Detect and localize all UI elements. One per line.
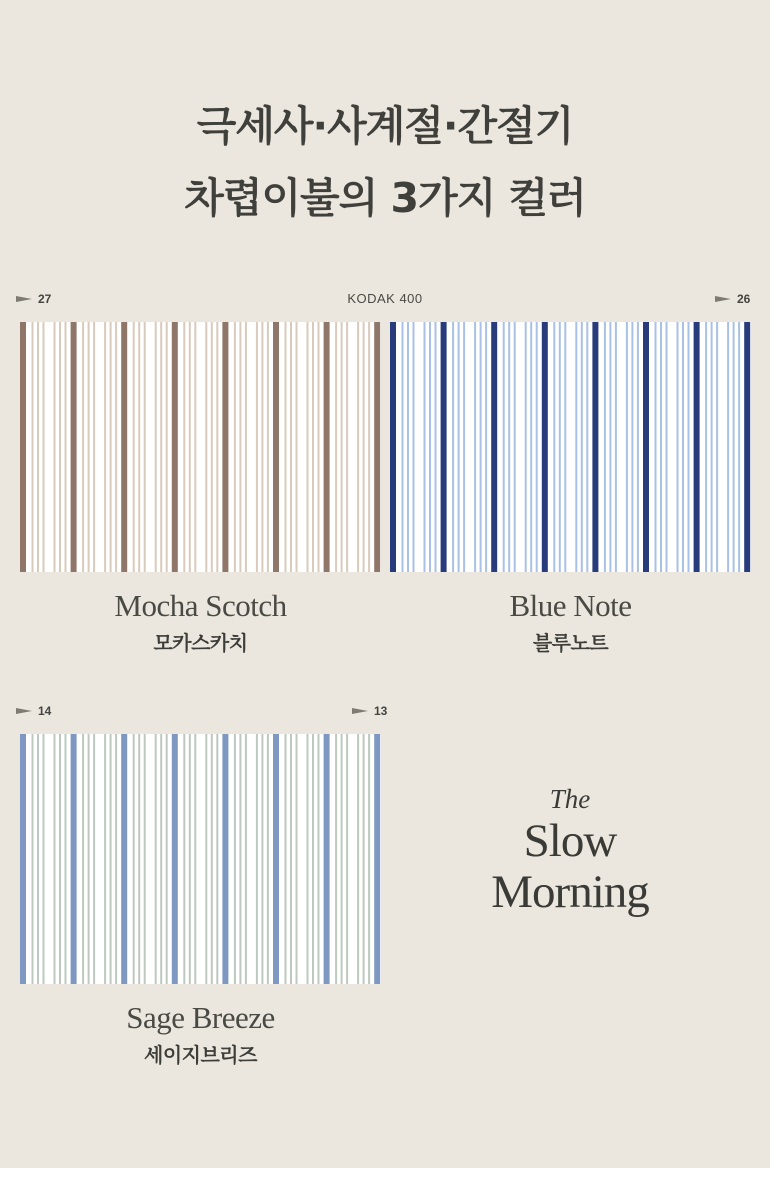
stripe-thin: [144, 322, 146, 572]
stripe-thin: [285, 734, 287, 984]
stripe-thin: [65, 734, 67, 984]
brand-logo-slow: Slow: [523, 815, 617, 867]
stripe-thin: [32, 734, 34, 984]
stripe-thin: [727, 322, 729, 572]
stripe-thin: [110, 322, 112, 572]
stripe-thin: [368, 734, 370, 984]
stripe-bold: [222, 734, 228, 984]
stripe-bold: [71, 322, 77, 572]
stripe-bold: [374, 322, 380, 572]
brand-logo-morning: Morning: [491, 866, 649, 918]
stripe-thin: [503, 322, 505, 572]
stripe-thin: [485, 322, 487, 572]
stripe-thin: [205, 734, 207, 984]
stripe-thin: [363, 322, 365, 572]
stripe-thin: [290, 734, 292, 984]
stripe-thin: [205, 322, 207, 572]
stripe-thin: [155, 322, 157, 572]
stripe-thin: [194, 322, 196, 572]
frame-number: 14: [38, 704, 52, 718]
stripe-bold: [441, 322, 447, 572]
brand-logo: [450, 782, 690, 918]
stripe-thin: [514, 322, 516, 572]
stripe-thin: [424, 322, 426, 572]
stripe-bold: [694, 322, 700, 572]
stripe-bold: [172, 322, 178, 572]
film-frame-arrow-icon: [352, 708, 368, 714]
swatch-name-en: Mocha Scotch: [114, 588, 287, 623]
stripe-thin: [82, 734, 84, 984]
stripe-thin: [166, 322, 168, 572]
stripe-thin: [216, 322, 218, 572]
stripe-thin: [346, 322, 348, 572]
stripe-thin: [677, 322, 679, 572]
stripe-bold: [20, 734, 26, 984]
frame-number: 27: [38, 292, 52, 306]
stripe-thin: [711, 322, 713, 572]
swatch-sage-breeze: [20, 734, 381, 984]
stripe-thin: [37, 322, 39, 572]
stripe-bold: [273, 734, 279, 984]
stripe-thin: [637, 322, 639, 572]
stripe-thin: [133, 734, 135, 984]
stripe-thin: [104, 734, 106, 984]
stripe-bold: [20, 322, 26, 572]
stripe-thin: [575, 322, 577, 572]
stripe-thin: [458, 322, 460, 572]
stripe-thin: [318, 322, 320, 572]
stripe-thin: [82, 322, 84, 572]
stripe-thin: [256, 322, 258, 572]
stripe-bold: [744, 322, 750, 572]
stripe-thin: [183, 322, 185, 572]
frame-marker-13: [352, 704, 387, 718]
stripe-thin: [312, 322, 314, 572]
stripe-thin: [239, 734, 241, 984]
stripe-bold: [324, 322, 330, 572]
stripe-bold: [222, 322, 228, 572]
stripe-bold: [374, 734, 380, 984]
stripe-thin: [256, 734, 258, 984]
stripe-thin: [435, 322, 437, 572]
stripe-thin: [160, 322, 162, 572]
stripe-thin: [341, 322, 343, 572]
swatch-blue-note: [390, 322, 751, 572]
stripe-thin: [245, 322, 247, 572]
frame-marker-26: [715, 292, 750, 306]
stripe-thin: [166, 734, 168, 984]
stripe-thin: [88, 734, 90, 984]
headline: [0, 90, 770, 234]
stripe-thin: [245, 734, 247, 984]
stripe-thin: [115, 322, 117, 572]
headline-line-2: 차렵이불의 3가지 컬러: [184, 174, 586, 222]
stripe-bold: [121, 322, 127, 572]
stripe-thin: [604, 322, 606, 572]
stripe-thin: [666, 322, 668, 572]
stripe-thin: [261, 322, 263, 572]
stripe-thin: [211, 734, 213, 984]
stripe-thin: [211, 322, 213, 572]
stripe-thin: [234, 734, 236, 984]
film-frame-arrow-icon: [16, 708, 32, 714]
stripe-thin: [586, 322, 588, 572]
stripe-thin: [93, 322, 95, 572]
frame-number: 26: [737, 292, 751, 306]
stripe-bold: [273, 322, 279, 572]
stripe-thin: [341, 734, 343, 984]
stripe-bold: [71, 734, 77, 984]
stripe-thin: [688, 322, 690, 572]
stripe-thin: [43, 734, 45, 984]
stripe-thin: [581, 322, 583, 572]
swatch-name-ko: 모카스카치: [153, 631, 248, 655]
stripe-bold: [542, 322, 548, 572]
stripe-thin: [138, 322, 140, 572]
stripe-thin: [363, 734, 365, 984]
swatch-mocha-scotch: [20, 322, 381, 572]
stripe-thin: [239, 322, 241, 572]
frame-number: 13: [374, 704, 388, 718]
stripe-thin: [655, 322, 657, 572]
stripe-thin: [93, 734, 95, 984]
stripe-thin: [609, 322, 611, 572]
stripe-thin: [463, 322, 465, 572]
stripe-thin: [508, 322, 510, 572]
stripe-thin: [110, 734, 112, 984]
stripe-thin: [682, 322, 684, 572]
stripe-thin: [54, 734, 56, 984]
stripe-thin: [261, 734, 263, 984]
stripe-thin: [413, 322, 415, 572]
stripe-thin: [160, 734, 162, 984]
stripe-thin: [530, 322, 532, 572]
stripe-thin: [133, 322, 135, 572]
swatch-name-en: Sage Breeze: [126, 1000, 275, 1035]
stripe-bold: [491, 322, 497, 572]
stripe-thin: [59, 734, 61, 984]
film-label: KODAK 400: [347, 291, 423, 306]
stripe-thin: [615, 322, 617, 572]
stripe-thin: [194, 734, 196, 984]
stripe-thin: [318, 734, 320, 984]
stripe-thin: [407, 322, 409, 572]
stripe-thin: [357, 322, 359, 572]
stripe-thin: [429, 322, 431, 572]
stripe-thin: [267, 734, 269, 984]
stripe-thin: [626, 322, 628, 572]
stripe-bold: [592, 322, 598, 572]
stripe-thin: [104, 322, 106, 572]
frame-marker-14: [16, 704, 51, 718]
stripe-thin: [88, 322, 90, 572]
stripe-thin: [357, 734, 359, 984]
stripe-thin: [234, 322, 236, 572]
stripe-thin: [368, 322, 370, 572]
stripe-thin: [564, 322, 566, 572]
stripe-thin: [189, 734, 191, 984]
stripe-bold: [172, 734, 178, 984]
stripe-thin: [480, 322, 482, 572]
stripe-thin: [553, 322, 555, 572]
stripe-bold: [324, 734, 330, 984]
swatch-name-ko: 블루노트: [532, 631, 609, 655]
stripe-thin: [312, 734, 314, 984]
stripe-thin: [559, 322, 561, 572]
stripe-thin: [307, 734, 309, 984]
stripe-thin: [144, 734, 146, 984]
stripe-thin: [335, 322, 337, 572]
stripe-thin: [738, 322, 740, 572]
brand-logo-the: The: [549, 784, 591, 814]
stripe-thin: [402, 322, 404, 572]
stripe-thin: [716, 322, 718, 572]
stripe-thin: [65, 322, 67, 572]
stripe-thin: [216, 734, 218, 984]
swatch-name-ko: 세이지브리즈: [144, 1043, 257, 1067]
stripe-thin: [138, 734, 140, 984]
stripe-bold: [121, 734, 127, 984]
stripe-thin: [335, 734, 337, 984]
stripe-thin: [183, 734, 185, 984]
stripe-thin: [296, 734, 298, 984]
stripe-thin: [37, 734, 39, 984]
stripe-thin: [346, 734, 348, 984]
stripe-thin: [296, 322, 298, 572]
stripe-thin: [631, 322, 633, 572]
stripe-thin: [525, 322, 527, 572]
stripe-thin: [474, 322, 476, 572]
stripe-thin: [54, 322, 56, 572]
stripe-thin: [43, 322, 45, 572]
stripe-thin: [115, 734, 117, 984]
headline-line-1: 극세사·사계절·간절기: [196, 102, 574, 150]
stripe-thin: [536, 322, 538, 572]
stripe-thin: [155, 734, 157, 984]
stripe-thin: [267, 322, 269, 572]
film-frame-arrow-icon: [715, 296, 731, 302]
swatch-name-en: Blue Note: [509, 588, 632, 623]
stripe-thin: [705, 322, 707, 572]
stripe-thin: [285, 322, 287, 572]
stripe-thin: [32, 322, 34, 572]
stripe-thin: [307, 322, 309, 572]
stripe-thin: [189, 322, 191, 572]
stripe-thin: [452, 322, 454, 572]
stripe-bold: [390, 322, 396, 572]
stripe-thin: [733, 322, 735, 572]
stripe-thin: [290, 322, 292, 572]
stripe-thin: [59, 322, 61, 572]
stripe-bold: [643, 322, 649, 572]
stripe-thin: [660, 322, 662, 572]
